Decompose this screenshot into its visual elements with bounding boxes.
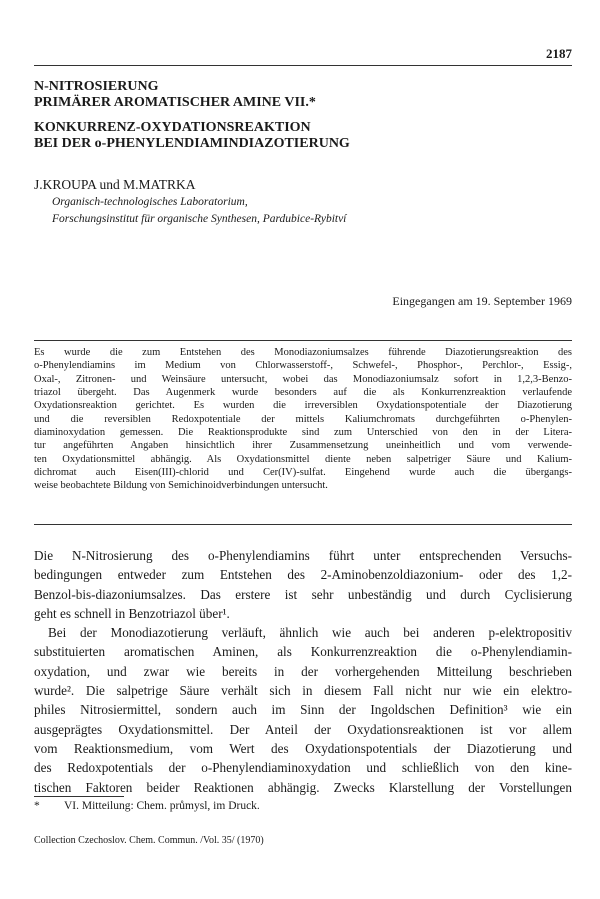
body-line: geht es schnell in Benzotriazol über¹. <box>34 605 230 621</box>
body-line: oxydation, und zwar wie bereits in der vorhergehenden Mitteilung beschrieben <box>34 663 572 679</box>
body-line: substituierten aromatischen Aminen, als Konkurrenzreaktion die o-Phenylendiamin- <box>34 644 572 660</box>
body-line: bedingungen entweder zum Entstehen des 2-Aminobenzoldiazonium- oder des 1,2- <box>34 567 572 583</box>
affiliation-line: Organisch-technologisches Laboratorium, <box>52 196 248 208</box>
body-line: vom Reaktionsmedium, vom Wert des Oxydationspotentials der Diazotierung und <box>34 740 572 756</box>
abstract-line: Oxal-, Zitronen- und Weinsäure untersucht, wobei das Monodiazoniumsalz sofort in 1,2,3-Benzo- <box>34 373 572 385</box>
abstract-line: o-Phenylendiamins im Medium von Chlorwasserstoff-, Schwefel-, Phosphor-, Perchlor-, Essig-, <box>34 360 572 372</box>
abstract-rule-bottom <box>34 524 572 525</box>
affiliation <box>52 194 346 228</box>
body-line: Benzol-bis-diazoniumsalzes. Das erstere ist sehr unbeständig und durch Cyclisierung <box>34 586 572 602</box>
footnote <box>34 800 260 812</box>
abstract-line: Oxydationsreaktion gerichtet. Es wurden die irreversiblen Oxydationspotentiale der Diazotierung <box>34 400 572 412</box>
abstract-line: tur angeführten Angaben hinsichtlich ihrer Zusammensetzung uneinheitlich und vom verwende- <box>34 440 572 452</box>
page-number: 2187 <box>546 46 572 61</box>
title-line: PRIMÄRER AROMATISCHER AMINE VII.* <box>34 95 316 110</box>
abstract-line: weise beobachtete Bildung von Semichinoidverbindungen untersucht. <box>34 480 328 492</box>
header-rule <box>34 65 572 66</box>
body-line: ausgeprägtes Oxydationsmittel. Der Anteil der Oxydationsreaktionen ist vor allem <box>34 721 572 737</box>
title-line: N-NITROSIERUNG <box>34 79 159 94</box>
body-line: philes Nitrosiermittel, sondern auch im Sinn der Ingoldschen Definition³ wie ein <box>34 702 572 718</box>
journal-citation: Collection Czechoslov. Chem. Commun. /Vol. 35/ (1970) <box>34 835 264 846</box>
abstract-line: und die reversiblen Redoxpotentiale der mittels Kaliumchromats durchgeführten o-Phenylen- <box>34 413 572 425</box>
footnote-mark: * <box>34 800 40 812</box>
abstract-line: Es wurde die zum Entstehen des Monodiazoniumsalzes führende Diazotierungsreaktion des <box>34 347 572 358</box>
footnote-text: VI. Mitteilung: Chem. průmysl, im Druck. <box>64 800 260 812</box>
abstract-line: diaminoxydation gemessen. Die Reaktionsprodukte sind zum Unterschied von den in der Litera- <box>34 427 572 439</box>
body-text <box>34 546 572 797</box>
affiliation-line: Forschungsinstitut für organische Synthesen, Pardubice-Rybitví <box>52 213 347 225</box>
body-line: tischen Faktoren beider Reaktionen abhängig. Zwecks Klarstellung der Vorstellungen <box>34 779 572 795</box>
abstract-line: ten Oxydationsmittel abhängig. Als Oxydationsmittel diente neben salpetriger Säure und Kalium- <box>34 453 572 465</box>
title-line: BEI DER o-PHENYLENDIAMINDIAZOTIERUNG <box>34 136 350 151</box>
title-line: KONKURRENZ-OXYDATIONSREAKTION <box>34 120 311 135</box>
abstract <box>34 346 572 493</box>
body-line: Bei der Monodiazotierung verläuft, ähnlich wie auch bei anderen p-elektropositiv <box>48 625 572 641</box>
footnote-rule <box>34 796 124 797</box>
received-date: Eingegangen am 19. September 1969 <box>392 294 572 308</box>
abstract-line: dichromat auch Eisen(III)-chlorid und Cer(IV)-sulfat. Eingehend wurde auch die übergangs- <box>34 467 572 479</box>
article-title <box>34 79 574 152</box>
body-line: Die N-Nitrosierung des o-Phenylendiamins führt unter entsprechenden Versuchs- <box>34 548 572 563</box>
body-line: des Redoxpotentials der o-Phenylendiaminoxydation und schließlich von den kine- <box>34 760 572 776</box>
body-line: wurde². Die salpetrige Säure verhält sich in diesem Fall nicht nur wie ein elektro- <box>34 683 572 699</box>
authors: J.KROUPA und M.MATRKA <box>34 177 196 192</box>
abstract-line: triazol übergeht. Das Augenmerk wurde besonders auf die als Konkurrenzreaktion verlaufende <box>34 387 572 399</box>
abstract-rule-top <box>34 340 572 341</box>
